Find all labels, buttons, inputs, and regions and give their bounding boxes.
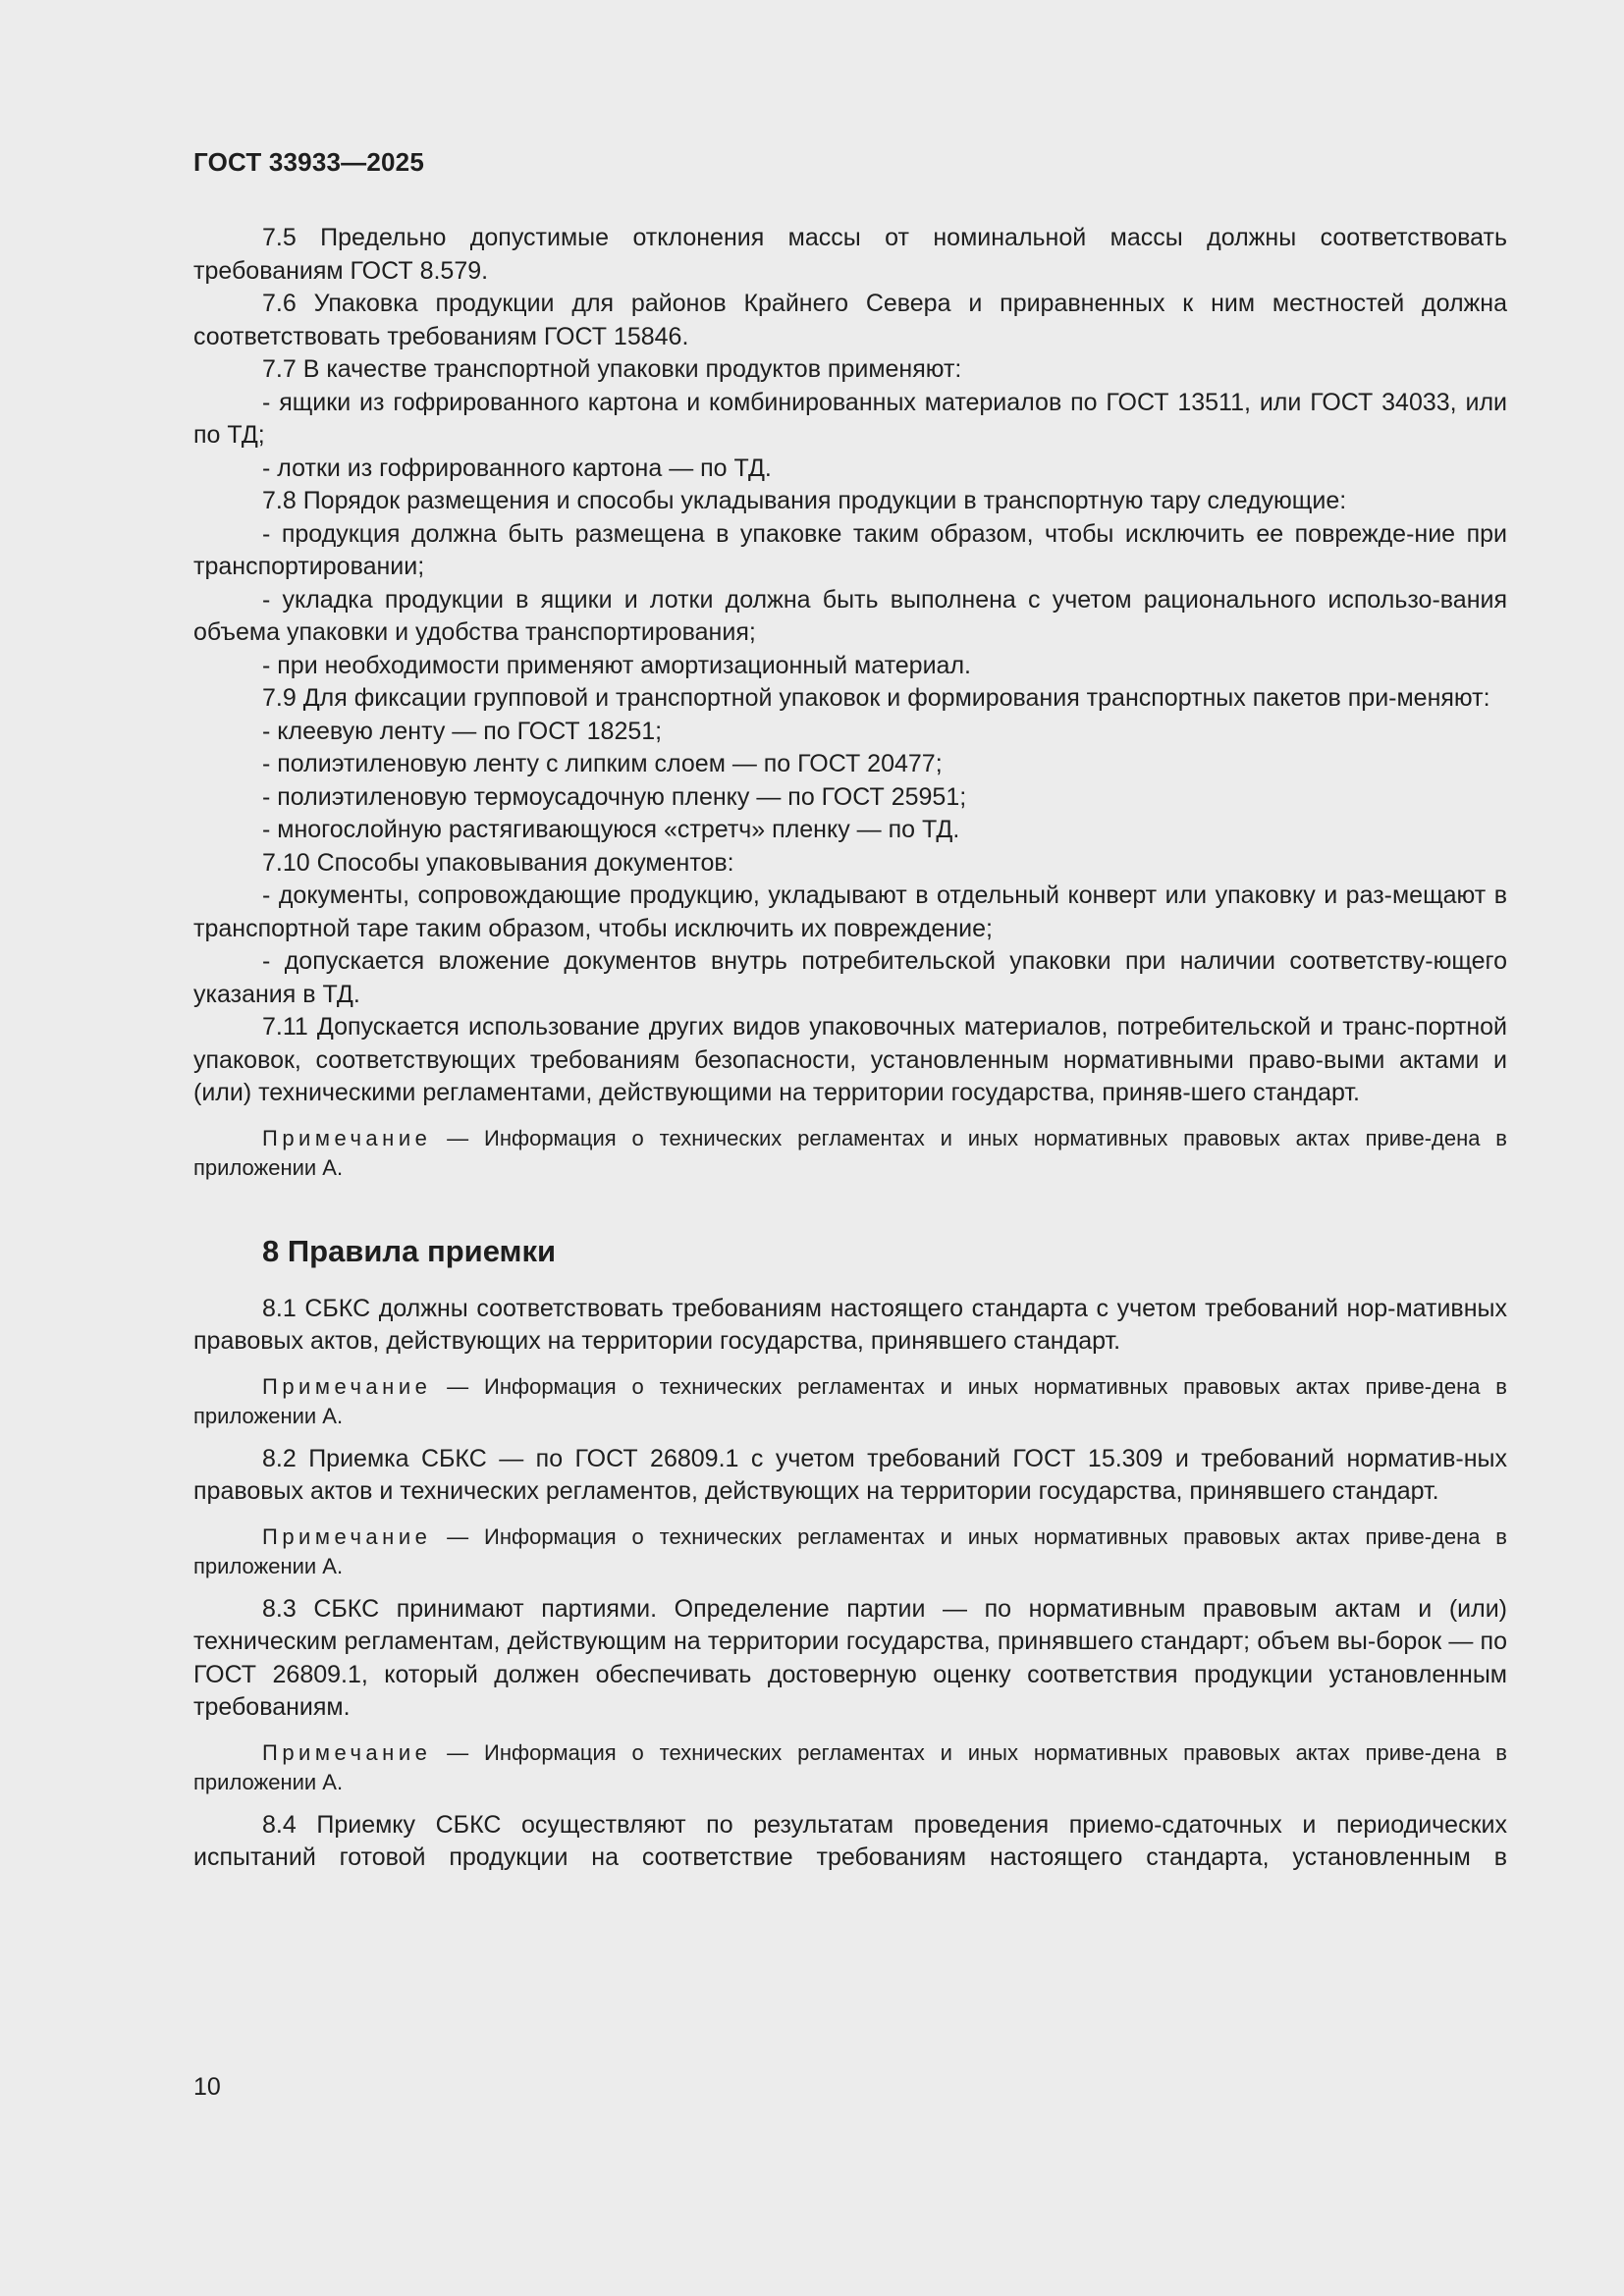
list-item: - ящики из гофрированного картона и комбинированных материалов по ГОСТ 13511, или ГОСТ 34033, или по ТД; bbox=[193, 388, 1507, 449]
list-item: - документы, сопровождающие продукцию, укладывают в отдельный конверт или упаковку и раз-мещают в транспортной таре таким образом, чтобы исключить их повреждение; bbox=[193, 881, 1507, 942]
document-header: ГОСТ 33933—2025 bbox=[193, 147, 424, 177]
note-text: — Информация о технических регламентах и иных нормативных правовых актах приве-дена в приложении А. bbox=[193, 1125, 1507, 1180]
section-title: 8 Правила приемки bbox=[262, 1233, 557, 1268]
list-item: - при необходимости применяют амортизационный материал. bbox=[262, 651, 971, 679]
note bbox=[193, 1124, 1507, 1183]
list-item: - полиэтиленовую ленту с липким слоем — по ГОСТ 20477; bbox=[262, 750, 943, 777]
list-item: - клеевую ленту — по ГОСТ 18251; bbox=[262, 717, 663, 745]
document-body bbox=[193, 222, 1507, 1875]
note-label: Примечание bbox=[262, 1373, 432, 1399]
list-item: - многослойную растягивающуюся «стретч» пленку — по ТД. bbox=[262, 816, 960, 843]
paragraph-7-9: 7.9 Для фиксации групповой и транспортной упаковок и формирования транспортных пакетов при-меняют: bbox=[262, 684, 1490, 712]
paragraph-7-6: 7.6 Упаковка продукции для районов Крайнего Севера и приравненных к ним местностей должна соответствовать требованиям ГОСТ 15846. bbox=[193, 290, 1507, 350]
note-label: Примечание bbox=[262, 1739, 432, 1765]
page-number: 10 bbox=[193, 2073, 221, 2101]
paragraph-8-3: 8.3 СБКС принимают партиями. Определение партии — по нормативным правовым актам и (или) техническим регламентам, действующим на территории государства, принявшего стандарт; объем вы-борок — по ГОСТ 26809.1, который должен обеспечивать достоверную оценку соответствия продукции установленным требованиям. bbox=[193, 1594, 1507, 1721]
note bbox=[193, 1372, 1507, 1431]
note bbox=[193, 1738, 1507, 1797]
note bbox=[193, 1522, 1507, 1581]
note-label: Примечание bbox=[262, 1523, 432, 1549]
note-text: — Информация о технических регламентах и иных нормативных правовых актах приве-дена в приложении А. bbox=[193, 1523, 1507, 1578]
list-item: - лотки из гофрированного картона — по ТД. bbox=[262, 454, 772, 482]
note-label: Примечание bbox=[262, 1125, 432, 1150]
list-item: - допускается вложение документов внутрь потребительской упаковки при наличии соответству-ющего указания в ТД. bbox=[193, 947, 1507, 1008]
paragraph-8-2: 8.2 Приемка СБКС — по ГОСТ 26809.1 с учетом требований ГОСТ 15.309 и требований норматив-ных правовых актов и технических регламентов, действующих на территории государства, принявшего стандарт. bbox=[193, 1444, 1507, 1505]
note-text: — Информация о технических регламентах и иных нормативных правовых актах приве-дена в приложении А. bbox=[193, 1373, 1507, 1428]
paragraph-7-8: 7.8 Порядок размещения и способы укладывания продукции в транспортную тару следующие: bbox=[262, 487, 1347, 514]
paragraph-8-4: 8.4 Приемку СБКС осуществляют по результатам проведения приемо-сдаточных и периодических испытаний готовой продукции на соответствие требованиям настоящего стандарта, установленным в bbox=[193, 1810, 1507, 1871]
paragraph-8-1: 8.1 СБКС должны соответствовать требованиям настоящего стандарта с учетом требований нор-мативных правовых актов, действующих на территории государства, принявшего стандарт. bbox=[193, 1294, 1507, 1355]
paragraph-7-10: 7.10 Способы упаковывания документов: bbox=[262, 848, 734, 877]
list-item: - полиэтиленовую термоусадочную пленку — по ГОСТ 25951; bbox=[262, 782, 967, 811]
paragraph-7-5: 7.5 Предельно допустимые отклонения массы от номинальной массы должны соответствовать требованиям ГОСТ 8.579. bbox=[193, 224, 1507, 285]
paragraph-7-11: 7.11 Допускается использование других видов упаковочных материалов, потребительской и транс-портной упаковок, соответствующих требованиям безопасности, установленным нормативными право-выми актами и (или) техническими регламентами, действующими на территории государства, приняв-шего стандарт. bbox=[193, 1013, 1507, 1106]
list-item: - продукция должна быть размещена в упаковке таким образом, чтобы исключить ее поврежде-ние при транспортировании; bbox=[193, 519, 1507, 580]
note-text: — Информация о технических регламентах и иных нормативных правовых актах приве-дена в приложении А. bbox=[193, 1739, 1507, 1794]
paragraph-7-7: 7.7 В качестве транспортной упаковки продуктов применяют: bbox=[262, 355, 962, 383]
list-item: - укладка продукции в ящики и лотки должна быть выполнена с учетом рационального использо-вания объема упаковки и удобства транспортирования; bbox=[193, 585, 1507, 646]
